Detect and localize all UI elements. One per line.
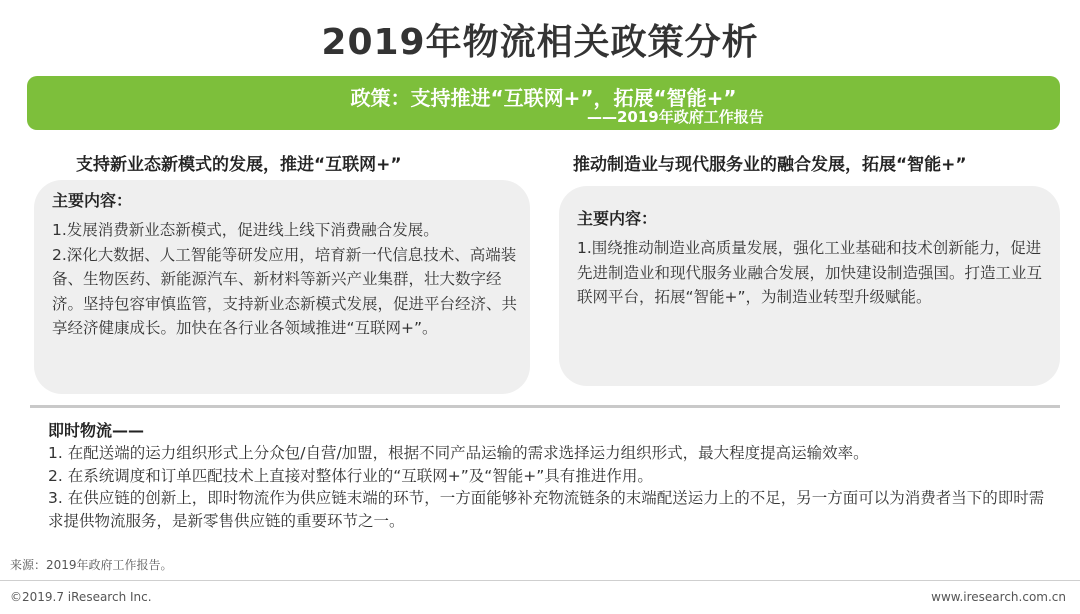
footer-website: www.iresearch.com.cn bbox=[931, 590, 1066, 604]
right-box-title: 主要内容： bbox=[577, 209, 658, 228]
instant-item-2: 2. 在系统调度和订单匹配技术上直接对整体行业的“互联网+”及“智能+”具有推进作用。 bbox=[48, 466, 653, 485]
instant-logistics-text bbox=[48, 442, 1048, 532]
left-box-title: 主要内容： bbox=[52, 191, 133, 210]
instant-logistics-heading: 即时物流—— bbox=[48, 421, 145, 440]
instant-logistics-section bbox=[48, 420, 1048, 532]
source-note: 来源：2019年政府工作报告。 bbox=[10, 558, 173, 572]
right-box-text bbox=[577, 236, 1043, 310]
section-divider bbox=[30, 405, 1060, 408]
left-column-heading: 支持新业态新模式的发展，推进“互联网+” bbox=[76, 155, 402, 175]
left-item-1: 1.发展消费新业态新模式，促进线上线下消费融合发展。 bbox=[52, 221, 439, 239]
instant-item-1: 1. 在配送端的运力组织形式上分众包/自营/加盟，根据不同产品运输的需求选择运力组织形式，最大程度提高运输效率。 bbox=[48, 444, 869, 462]
footer-divider bbox=[0, 580, 1080, 581]
instant-item-3: 3. 在供应链的创新上，即时物流作为供应链末端的环节，一方面能够补充物流链条的末端配送运力上的不足，另一方面可以为消费者当下的即时需求提供物流服务，是新零售供应链的重要环节之一。 bbox=[48, 489, 1045, 530]
policy-banner bbox=[27, 76, 1060, 130]
page-title: 2019年物流相关政策分析 bbox=[321, 22, 759, 63]
left-content-box bbox=[34, 180, 530, 394]
left-item-2: 2.深化大数据、人工智能等研发应用，培育新一代信息技术、高端装备、生物医药、新能源汽车、新材料等新兴产业集群，壮大数字经济。坚持包容审慎监管，支持新业态新模式发展，促进平台经济、共享经济健康成长。加快在各行业各领域推进“互联网+”。 bbox=[52, 245, 518, 337]
right-content-box bbox=[559, 186, 1060, 386]
left-box-text bbox=[52, 218, 520, 341]
banner-source-text: ——2019年政府工作报告 bbox=[587, 108, 764, 126]
footer-copyright: ©2019.7 iResearch Inc. bbox=[10, 590, 152, 604]
right-item-1: 1.围绕推动制造业高质量发展，强化工业基础和技术创新能力，促进先进制造业和现代服务业融合发展，加快建设制造强国。打造工业互联网平台，拓展“智能+”，为制造业转型升级赋能。 bbox=[577, 239, 1043, 306]
right-column-heading: 推动制造业与现代服务业的融合发展，拓展“智能+” bbox=[573, 155, 967, 175]
banner-main-text: 政策：支持推进“互联网+”，拓展“智能+” bbox=[350, 86, 737, 110]
